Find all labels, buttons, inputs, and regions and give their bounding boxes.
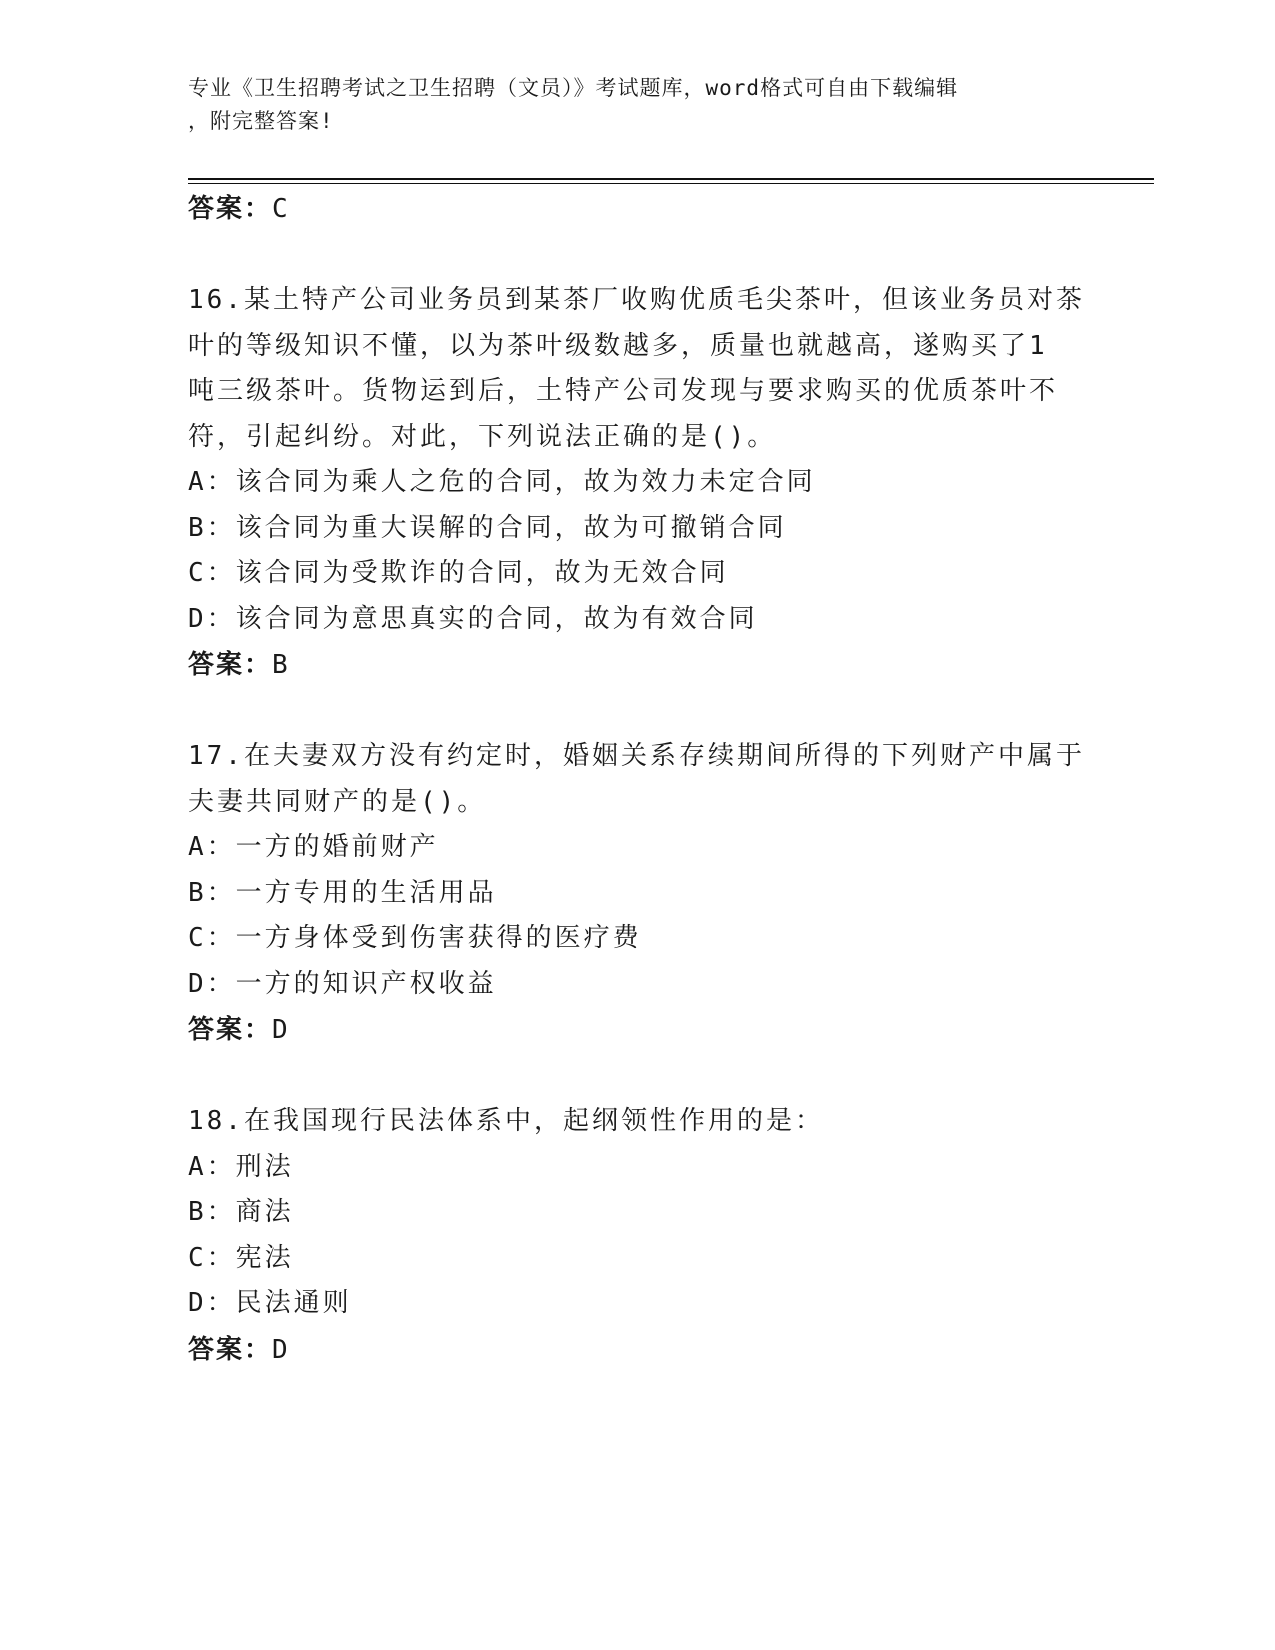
option-a: A：一方的婚前财产 [188,832,439,862]
option-c: C：宪法 [188,1242,294,1273]
question-line: 叶的等级知识不懂，以为茶叶级数越多，质量也就越高，遂购买了1 [188,330,1048,361]
question-block-18 [188,1099,1088,1373]
question-line: 17.在夫妻双方没有约定时，婚姻关系存续期间所得的下列财产中属于 [188,741,1085,771]
option-b: B：该合同为重大误解的合同，故为可撤销合同 [188,512,787,543]
answer-prefix: 答案： [188,1333,273,1364]
answer-line [188,186,1088,233]
option-a: A：刑法 [188,1151,294,1182]
option-c: C：该合同为受欺诈的合同，故为无效合同 [188,558,729,588]
header-line-1: 专业《卫生招聘考试之卫生招聘（文员）》考试题库，word格式可自由下载编辑 [188,76,959,100]
option-c: C：一方身体受到伤害获得的医疗费 [188,923,642,953]
option-d: D：该合同为意思真实的合同，故为有效合同 [188,603,758,634]
document-header [188,72,1068,138]
answer-value: C [272,194,290,224]
question-content [188,186,1088,1373]
option-d: D：一方的知识产权收益 [188,968,497,999]
answer-value: B [272,650,290,680]
answer-value: D [272,1334,290,1365]
header-rule-thick [188,178,1154,180]
question-line: 夫妻共同财产的是()。 [188,786,487,817]
spacer [188,689,1088,735]
question-line: 16.某土特产公司业务员到某茶厂收购优质毛尖茶叶，但该业务员对茶 [188,285,1085,315]
answer-line [188,1327,1088,1374]
option-b: B：一方专用的生活用品 [188,877,497,908]
option-b: B：商法 [188,1197,294,1227]
question-block-16 [188,278,1088,689]
answer-prefix: 答案： [188,1014,273,1044]
answer-prefix: 答案： [188,193,273,223]
option-d: D：民法通则 [188,1288,352,1318]
answer-line [188,1007,1088,1054]
answer-line [188,642,1088,689]
header-line-2: ，附完整答案! [188,109,334,133]
answer-prefix: 答案： [188,649,273,679]
spacer [188,1054,1088,1100]
question-line: 18.在我国现行民法体系中，起纲领性作用的是： [188,1106,824,1136]
question-line: 吨三级茶叶。货物运到后，土特产公司发现与要求购买的优质茶叶不 [188,376,1059,406]
question-line: 符，引起纠纷。对此，下列说法正确的是()。 [188,421,777,452]
answer-value: D [272,1015,290,1045]
question-block-17 [188,734,1088,1054]
option-a: A：该合同为乘人之危的合同，故为效力未定合同 [188,467,816,497]
header-rule-thin [188,183,1154,184]
spacer [188,233,1088,279]
